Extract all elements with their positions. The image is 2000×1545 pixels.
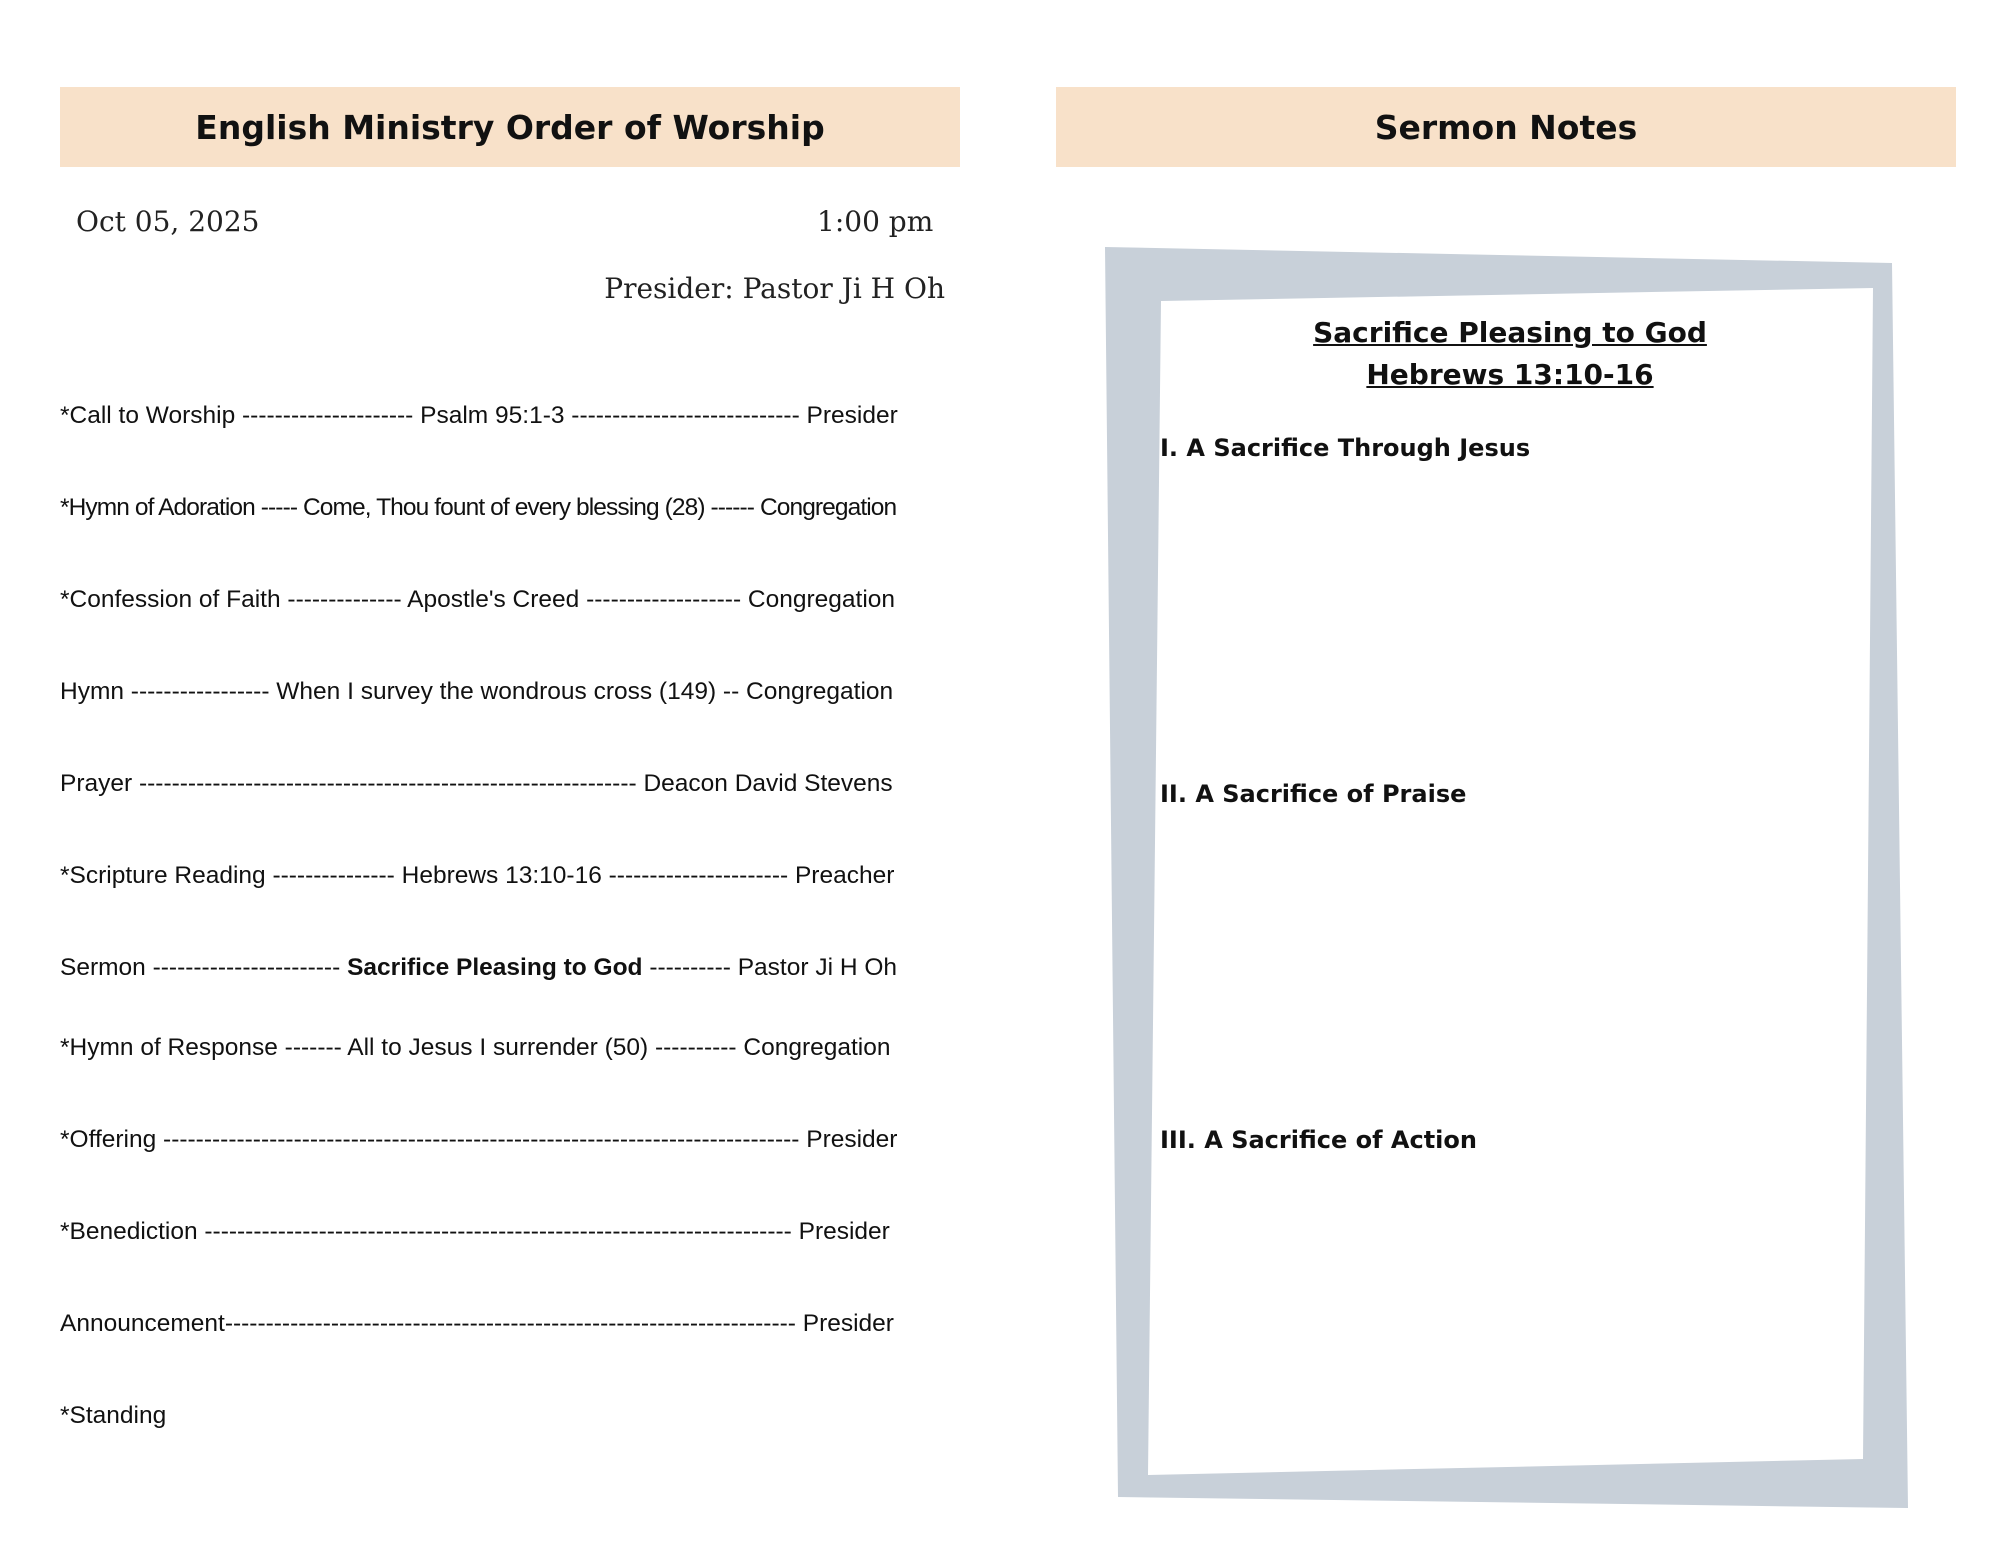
sermon-notes-header bbox=[1056, 87, 1956, 167]
service-time: 1:00 pm bbox=[817, 205, 934, 238]
order-item-offering: *Offering ------------------------------------------------------------------------------ Presider bbox=[60, 1126, 898, 1153]
order-item-hymn-of-response: *Hymn of Response ------- All to Jesus I surrender (50) ---------- Congregation bbox=[60, 1034, 891, 1061]
order-item-hymn: Hymn ----------------- When I survey the wondrous cross (149) -- Congregation bbox=[60, 678, 894, 705]
notes-scripture-reference: Hebrews 13:10-16 bbox=[1366, 358, 1654, 391]
sermon-notes-title: Sermon Notes bbox=[1374, 107, 1638, 147]
sermon-suffix: ---------- Pastor Ji H Oh bbox=[642, 954, 898, 981]
sermon-point-1: I. A Sacrifice Through Jesus bbox=[1160, 434, 1531, 462]
order-item-confession-of-faith: *Confession of Faith -------------- Apostle's Creed ------------------- Congregation bbox=[60, 586, 896, 613]
order-item-announcement: Announcement---------------------------------------------------------------------- Presider bbox=[60, 1310, 894, 1337]
presider-line: Presider: Pastor Ji H Oh bbox=[604, 272, 945, 305]
notes-sermon-title: Sacrifice Pleasing to God bbox=[1313, 316, 1707, 349]
order-of-worship-header bbox=[60, 87, 960, 167]
order-item-standing-note: *Standing bbox=[60, 1402, 167, 1429]
sermon-point-3: III. A Sacrifice of Action bbox=[1160, 1126, 1477, 1154]
service-date: Oct 05, 2025 bbox=[76, 205, 260, 238]
order-item-sermon bbox=[60, 954, 940, 982]
order-item-prayer: Prayer ------------------------------------------------------------- Deacon David Stevens bbox=[60, 770, 893, 797]
sermon-prefix: Sermon ----------------------- bbox=[60, 954, 348, 981]
order-item-benediction: *Benediction ------------------------------------------------------------------------ Presider bbox=[60, 1218, 890, 1245]
order-of-worship-title: English Ministry Order of Worship bbox=[195, 107, 825, 147]
order-item-hymn-of-adoration: *Hymn of Adoration ----- Come, Thou fount of every blessing (28) ------ Congregation bbox=[60, 494, 897, 521]
sermon-title-bold: Sacrifice Pleasing to God bbox=[347, 954, 643, 981]
sermon-point-2: II. A Sacrifice of Praise bbox=[1160, 780, 1467, 808]
order-item-scripture-reading: *Scripture Reading --------------- Hebrews 13:10-16 ---------------------- Preacher bbox=[60, 862, 895, 889]
order-item-call-to-worship: *Call to Worship --------------------- Psalm 95:1-3 ---------------------------- Presider bbox=[60, 402, 898, 429]
